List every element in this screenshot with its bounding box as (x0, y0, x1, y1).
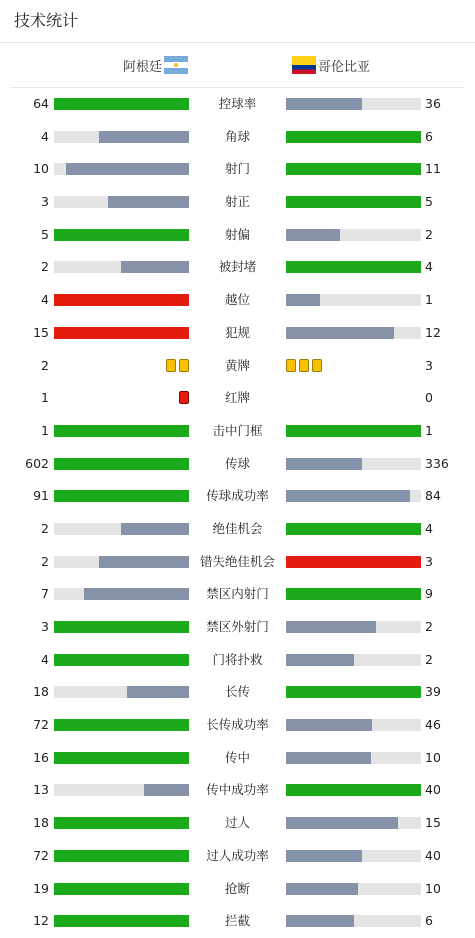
home-stat-bar (99, 131, 189, 143)
stat-row (0, 317, 475, 350)
stat-label: 射门 (224, 161, 250, 177)
page-title: 技术统计 (0, 0, 475, 43)
away-stat-bar-track (286, 817, 421, 829)
stat-label: 绝佳机会 (212, 520, 263, 536)
home-stat-value: 602 (25, 455, 49, 471)
home-stat-bar-track (54, 883, 189, 895)
away-stat-bar-track (286, 719, 421, 731)
away-stat-value: 3 (425, 357, 433, 373)
away-stat-value: 40 (425, 847, 441, 863)
away-stat-value: 6 (425, 128, 433, 144)
home-stat-value: 7 (41, 586, 49, 602)
home-stat-bar-track (54, 131, 189, 143)
home-team-name: 阿根廷 (122, 59, 162, 75)
away-stat-bar-track (286, 556, 421, 568)
home-stat-bar (54, 294, 189, 306)
away-stat-bar-track (286, 98, 421, 110)
away-stat-bar (286, 850, 362, 862)
yellow-card-icon (179, 359, 189, 372)
stat-row (0, 186, 475, 219)
away-stat-bar-track (286, 784, 421, 796)
away-stat-value: 4 (425, 520, 433, 536)
home-stat-bar-track (54, 850, 189, 862)
home-stat-bar (54, 915, 189, 927)
home-stat-value: 4 (41, 651, 49, 667)
stat-row (0, 88, 475, 121)
away-stat-bar (286, 556, 421, 568)
home-stat-bar-track (54, 752, 189, 764)
home-stat-bar-track (54, 556, 189, 568)
stat-label: 传中 (224, 749, 250, 765)
home-stat-value: 10 (33, 161, 49, 177)
home-stat-bar (54, 98, 189, 110)
stat-label: 长传成功率 (206, 717, 269, 733)
home-stat-bar (108, 196, 189, 208)
stat-row (0, 644, 475, 677)
away-stat-value: 36 (425, 96, 441, 111)
home-stat-value: 72 (33, 717, 49, 733)
away-stat-bar-track (286, 458, 421, 470)
away-stat-value: 4 (425, 259, 433, 275)
away-stat-bar-track (286, 261, 421, 273)
home-stat-bar (54, 425, 189, 437)
away-stat-bar-track (286, 327, 421, 339)
stat-label: 传球 (224, 455, 250, 471)
yellow-card-icon (286, 359, 296, 372)
stat-label: 抢断 (224, 880, 250, 896)
home-stat-bar (54, 817, 189, 829)
stat-row (0, 284, 475, 317)
away-stat-bar-track (286, 752, 421, 764)
stat-row (0, 578, 475, 611)
home-stat-bar-track (54, 588, 189, 600)
home-stat-value: 2 (41, 357, 49, 373)
home-stat-value: 4 (41, 128, 49, 144)
home-stat-bar (54, 490, 189, 502)
home-stat-bar-track (54, 163, 189, 175)
home-stat-value: 12 (33, 913, 49, 929)
home-stat-bar-track (54, 261, 189, 273)
away-stat-bar (286, 719, 372, 731)
away-stat-bar (286, 752, 371, 764)
home-stat-bar-track (54, 458, 189, 470)
home-stat-value: 3 (41, 619, 49, 634)
home-stat-bar-track (54, 784, 189, 796)
stat-row (0, 611, 475, 644)
stat-row (0, 153, 475, 186)
home-stat-value: 13 (33, 782, 49, 798)
home-stat-bar-track (54, 915, 189, 927)
home-stat-value: 19 (33, 880, 49, 896)
home-stat-bar (121, 523, 189, 535)
stat-label: 红牌 (224, 390, 250, 406)
away-stat-bar (286, 883, 358, 895)
home-stat-bar (54, 654, 189, 666)
home-stat-value: 4 (41, 292, 49, 308)
home-stat-bar-track (54, 686, 189, 698)
away-stat-bar (286, 686, 421, 698)
home-stat-bar-track (54, 654, 189, 666)
away-stat-bar-track (286, 850, 421, 862)
stat-label: 黄牌 (224, 357, 250, 373)
home-stat-value: 1 (41, 422, 49, 438)
home-stat-bar-track (54, 523, 189, 535)
colombia-flag-icon (292, 56, 316, 74)
stat-row (0, 251, 475, 284)
home-stat-bar (144, 784, 189, 796)
home-stat-bar (54, 458, 189, 470)
stats-list (0, 88, 475, 938)
away-stat-value: 39 (425, 684, 441, 700)
stat-row (0, 905, 475, 938)
yellow-card-icon (166, 359, 176, 372)
home-stat-bar-track (54, 621, 189, 633)
home-stat-bar (54, 719, 189, 731)
away-stat-value: 40 (425, 782, 441, 798)
home-stat-value: 18 (33, 684, 49, 700)
red-card-icon (179, 391, 189, 404)
away-stat-value: 0 (425, 390, 433, 406)
stat-row (0, 513, 475, 546)
stat-label: 被封堵 (218, 259, 257, 275)
teams-header (10, 43, 465, 88)
stat-label: 击中门框 (212, 422, 263, 438)
home-stat-value: 2 (41, 259, 49, 275)
yellow-card-icon (299, 359, 309, 372)
stat-row (0, 774, 475, 807)
away-stat-bar-track (286, 229, 421, 241)
home-stat-value: 91 (33, 488, 49, 504)
away-stat-value: 10 (425, 749, 441, 765)
stat-row (0, 415, 475, 448)
home-stat-value: 2 (41, 553, 49, 569)
stat-row (0, 480, 475, 513)
home-stat-value: 2 (41, 520, 49, 536)
home-stat-bar (54, 752, 189, 764)
away-stat-bar (286, 784, 421, 796)
home-stat-bar (66, 163, 189, 175)
away-stat-value: 9 (425, 586, 433, 602)
away-stat-bar-track (286, 523, 421, 535)
away-stat-bar-track (286, 196, 421, 208)
away-stat-value: 12 (425, 324, 441, 340)
away-stat-bar (286, 131, 421, 143)
away-stat-value: 1 (425, 422, 433, 438)
away-stat-value: 1 (425, 292, 433, 308)
stat-row (0, 840, 475, 873)
away-stat-bar (286, 196, 421, 208)
home-stat-bar-track (54, 327, 189, 339)
home-stat-bar (127, 686, 189, 698)
home-stat-bar-track (54, 490, 189, 502)
away-stat-bar-track (286, 294, 421, 306)
stat-label: 门将扑救 (212, 651, 263, 667)
home-stat-bar (84, 588, 189, 600)
home-stat-value: 15 (33, 324, 49, 340)
away-stat-bar-track (286, 915, 421, 927)
stat-label: 过人 (224, 815, 250, 831)
away-stat-value: 6 (425, 913, 433, 929)
home-stat-value: 18 (33, 815, 49, 831)
stat-label: 射偏 (224, 226, 250, 242)
argentina-flag-icon (164, 56, 188, 74)
home-yellow-cards (166, 359, 189, 372)
away-stat-bar-track (286, 588, 421, 600)
away-stat-value: 2 (425, 226, 433, 242)
away-stat-bar-track (286, 686, 421, 698)
away-stat-bar (286, 229, 340, 241)
away-stat-bar (286, 425, 421, 437)
away-team-name: 哥伦比亚 (318, 59, 371, 75)
home-stat-bar-track (54, 229, 189, 241)
away-stat-bar (286, 817, 398, 829)
away-stat-bar-track (286, 163, 421, 175)
away-stat-value: 84 (425, 488, 441, 504)
home-stat-value: 3 (41, 194, 49, 210)
stat-label: 长传 (224, 684, 250, 700)
away-stat-bar-track (286, 131, 421, 143)
away-stat-value: 11 (425, 161, 441, 177)
stat-row (0, 807, 475, 840)
stat-label: 角球 (224, 128, 250, 144)
away-stat-bar (286, 588, 421, 600)
stat-label: 禁区外射门 (206, 619, 269, 634)
away-stat-value: 2 (425, 619, 433, 634)
away-stat-bar-track (286, 654, 421, 666)
home-stat-bar-track (54, 719, 189, 731)
away-stat-value: 10 (425, 880, 441, 896)
home-stat-value: 72 (33, 847, 49, 863)
away-stat-value: 3 (425, 553, 433, 569)
stat-row (0, 546, 475, 579)
home-stat-value: 1 (41, 390, 49, 406)
away-stat-bar (286, 490, 410, 502)
stat-label: 禁区内射门 (206, 586, 269, 602)
away-stat-value: 46 (425, 717, 441, 733)
stat-label: 控球率 (218, 96, 257, 111)
stat-row (0, 382, 475, 415)
home-stat-bar (54, 883, 189, 895)
away-team (290, 43, 370, 87)
stat-row (0, 121, 475, 154)
away-stat-bar-track (286, 883, 421, 895)
away-stat-bar (286, 915, 354, 927)
away-stat-bar-track (286, 621, 421, 633)
away-stat-bar-track (286, 425, 421, 437)
home-stat-bar (54, 327, 189, 339)
home-stat-value: 5 (41, 226, 49, 242)
away-stat-bar (286, 294, 320, 306)
away-stat-value: 15 (425, 815, 441, 831)
away-stat-bar (286, 327, 394, 339)
home-stat-value: 16 (33, 749, 49, 765)
away-stat-bar (286, 654, 354, 666)
stat-label: 犯规 (224, 324, 250, 340)
stat-row (0, 709, 475, 742)
away-stat-value: 5 (425, 194, 433, 210)
away-stat-bar-track (286, 490, 421, 502)
away-stat-bar (286, 98, 362, 110)
home-stat-bar (54, 621, 189, 633)
home-stat-bar (54, 229, 189, 241)
home-stat-bar-track (54, 196, 189, 208)
yellow-card-icon (312, 359, 322, 372)
stat-label: 拦截 (224, 913, 250, 929)
stat-row (0, 350, 475, 383)
away-stat-value: 336 (425, 455, 449, 471)
stat-row (0, 873, 475, 906)
home-stat-bar (99, 556, 189, 568)
away-stat-bar (286, 163, 421, 175)
stat-label: 错失绝佳机会 (199, 553, 275, 569)
home-stat-bar-track (54, 294, 189, 306)
home-stat-bar (121, 261, 189, 273)
stat-label: 射正 (224, 194, 250, 210)
stat-label: 传球成功率 (206, 488, 269, 504)
home-stat-bar-track (54, 425, 189, 437)
home-team (123, 43, 190, 87)
away-stat-bar (286, 458, 362, 470)
stat-label: 传中成功率 (206, 782, 269, 798)
home-stat-bar (54, 850, 189, 862)
stat-row (0, 676, 475, 709)
stat-label: 越位 (224, 292, 250, 308)
away-stat-value: 2 (425, 651, 433, 667)
home-red-cards (179, 391, 189, 404)
home-stat-value: 64 (33, 96, 49, 111)
stat-row (0, 219, 475, 252)
stat-row (0, 742, 475, 775)
away-yellow-cards (286, 359, 322, 372)
away-stat-bar (286, 261, 421, 273)
home-stat-bar-track (54, 98, 189, 110)
stat-row (0, 448, 475, 481)
stat-label: 过人成功率 (206, 847, 269, 863)
away-stat-bar (286, 621, 376, 633)
away-stat-bar (286, 523, 421, 535)
home-stat-bar-track (54, 817, 189, 829)
